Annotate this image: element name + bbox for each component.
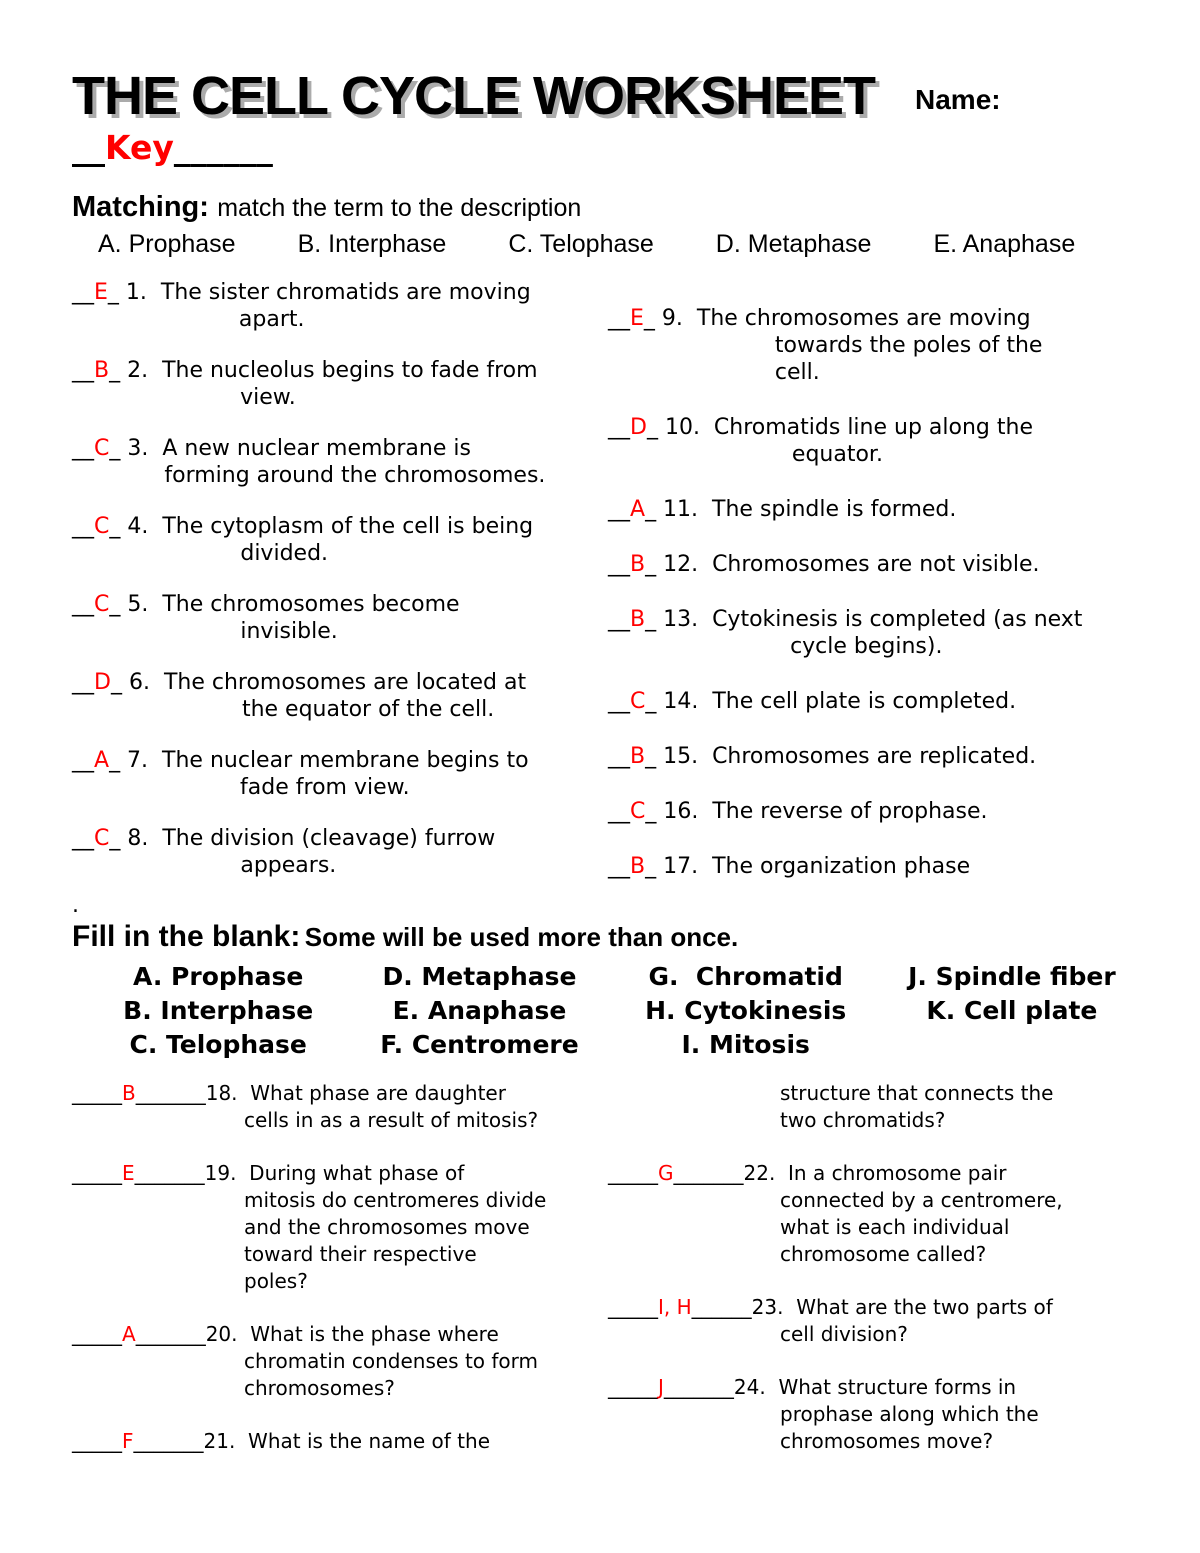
question-number: 16. bbox=[656, 798, 713, 824]
answer-blank bbox=[608, 798, 712, 825]
question-line: apart. bbox=[238, 306, 305, 332]
answer-blank bbox=[72, 435, 162, 489]
answer-blank-trail: _ bbox=[109, 825, 121, 851]
question-line: A new nuclear membrane is bbox=[162, 435, 471, 461]
question-number: 11. bbox=[656, 496, 713, 522]
question-line: the equator of the cell. bbox=[241, 696, 495, 722]
fill-subheading: Some will be used more than once. bbox=[304, 921, 739, 952]
question-number: 9. bbox=[654, 305, 697, 331]
question-line: divided. bbox=[240, 540, 329, 566]
matching-question bbox=[72, 357, 608, 411]
question-number: 14. bbox=[656, 688, 713, 714]
question-line: The nucleolus begins to fade from bbox=[162, 357, 538, 383]
matching-question bbox=[72, 591, 608, 645]
bank-item: A. Prophase bbox=[133, 961, 304, 991]
question-line: prophase along which the bbox=[780, 1401, 1039, 1426]
answer-letter: A bbox=[94, 747, 110, 773]
question-number: 15. bbox=[656, 743, 713, 769]
key-blank-lead: __ bbox=[72, 127, 105, 167]
question-text bbox=[162, 513, 533, 567]
question-first-line: _____G_______22. In a chromosome pair bbox=[608, 1160, 1007, 1185]
answer-blank-lead: __ bbox=[72, 747, 94, 773]
answer-blank-trail: _ bbox=[109, 357, 121, 383]
question-line: Chromosomes are not visible. bbox=[712, 551, 1040, 577]
question-text bbox=[161, 279, 531, 333]
question-first-line: _____J_______24. What structure forms in bbox=[608, 1374, 1017, 1399]
matching-question bbox=[72, 747, 608, 801]
answer-blank-lead: __ bbox=[608, 305, 630, 331]
answer-blank-trail: _______ bbox=[135, 1080, 206, 1105]
question-first-line: _____F_______21. What is the name of the bbox=[72, 1428, 490, 1453]
question-line: The nuclear membrane begins to bbox=[162, 747, 529, 773]
answer-blank-trail: _ bbox=[109, 513, 121, 539]
question-number: 17. bbox=[656, 853, 713, 879]
question-first-line: _____E_______19. During what phase of bbox=[72, 1160, 465, 1185]
answer-blank-lead: __ bbox=[72, 435, 94, 461]
answer-blank-lead: _____ bbox=[72, 1080, 122, 1105]
bank-item: E. Anaphase bbox=[392, 995, 567, 1025]
question-line: Cytokinesis is completed (as next bbox=[712, 606, 1083, 632]
term-0: A. Prophase bbox=[98, 229, 236, 258]
question-text bbox=[712, 743, 1036, 770]
question-line: The division (cleavage) furrow bbox=[162, 825, 496, 851]
answer-blank bbox=[608, 1161, 788, 1185]
question-text bbox=[712, 551, 1039, 578]
question-line: The cell plate is completed. bbox=[712, 688, 1017, 714]
question-number: 1. bbox=[118, 279, 161, 305]
question-number: 6. bbox=[121, 669, 164, 695]
answer-blank bbox=[72, 1081, 250, 1105]
question-line: The cytoplasm of the cell is being bbox=[162, 513, 534, 539]
answer-blank-lead: _____ bbox=[608, 1294, 658, 1319]
answer-blank-lead: __ bbox=[608, 798, 630, 824]
question-text bbox=[712, 688, 1016, 715]
answer-key-line bbox=[72, 129, 1145, 167]
question-text bbox=[712, 496, 956, 523]
fill-heading: Fill in the blank: bbox=[72, 919, 301, 953]
term-4: E. Anaphase bbox=[933, 229, 1076, 258]
answer-blank bbox=[72, 513, 162, 567]
bank-item: K. Cell plate bbox=[926, 995, 1098, 1025]
answer-letter: A bbox=[630, 496, 646, 522]
question-line: cell. bbox=[774, 359, 820, 385]
bank-item: G. Chromatid bbox=[648, 961, 843, 991]
answer-letter: B bbox=[630, 606, 646, 632]
answer-blank-lead: __ bbox=[608, 853, 630, 879]
answer-letter: B bbox=[94, 357, 110, 383]
question-first-line: _____I, H______23. What are the two parts of bbox=[608, 1294, 1053, 1319]
question-number: 24. bbox=[733, 1374, 779, 1399]
answer-blank-lead: __ bbox=[72, 279, 94, 305]
answer-letter: B bbox=[630, 853, 646, 879]
answer-blank bbox=[72, 357, 162, 411]
answer-blank-trail: _ bbox=[109, 435, 121, 461]
bank-item: F. Centromere bbox=[380, 1029, 579, 1059]
term-3: D. Metaphase bbox=[715, 229, 872, 258]
word-bank bbox=[90, 960, 1145, 1062]
answer-letter: E bbox=[94, 279, 108, 305]
question-line: and the chromosomes move bbox=[244, 1214, 530, 1239]
answer-letter: J bbox=[658, 1374, 664, 1399]
answer-letter: B bbox=[630, 743, 646, 769]
question-number: 12. bbox=[656, 551, 713, 577]
answer-blank-lead: __ bbox=[608, 606, 630, 632]
question-number: 19. bbox=[204, 1160, 250, 1185]
answer-letter: I, H bbox=[658, 1294, 692, 1319]
question-number: 8. bbox=[120, 825, 163, 851]
question-text bbox=[162, 357, 537, 411]
bank-column-1 bbox=[346, 960, 612, 1062]
answer-blank-trail: _______ bbox=[133, 1428, 204, 1453]
question-text bbox=[712, 853, 970, 880]
answer-blank-lead: _____ bbox=[72, 1321, 122, 1346]
matching-column-left bbox=[72, 279, 608, 908]
matching-columns bbox=[72, 279, 1145, 908]
matching-question bbox=[608, 743, 1145, 770]
answer-letter: F bbox=[122, 1428, 134, 1453]
key-blank-trail: ______ bbox=[173, 127, 273, 167]
bank-item: J. Spindle fiber bbox=[908, 961, 1116, 991]
answer-blank-trail: _ bbox=[643, 305, 655, 331]
matching-question bbox=[72, 669, 608, 723]
answer-letter: C bbox=[94, 513, 110, 539]
question-number: 3. bbox=[120, 435, 163, 461]
question-number: 23. bbox=[751, 1294, 797, 1319]
bank-column-2 bbox=[613, 960, 879, 1062]
question-text bbox=[162, 591, 459, 645]
question-line: mitosis do centromeres divide bbox=[244, 1187, 547, 1212]
question-line: towards the poles of the bbox=[774, 332, 1043, 358]
matching-question bbox=[608, 798, 1145, 825]
answer-letter: C bbox=[94, 435, 110, 461]
question-line: cell division? bbox=[780, 1321, 908, 1346]
matching-question bbox=[608, 305, 1145, 386]
answer-letter: C bbox=[630, 688, 646, 714]
answer-blank bbox=[72, 669, 164, 723]
question-text bbox=[714, 414, 1033, 468]
question-number: 4. bbox=[120, 513, 163, 539]
answer-blank bbox=[72, 591, 162, 645]
question-text bbox=[697, 305, 1043, 386]
question-line: chromosome called? bbox=[780, 1241, 987, 1266]
answer-blank-trail: _ bbox=[109, 591, 121, 617]
bank-item: D. Metaphase bbox=[382, 961, 577, 991]
question-line: invisible. bbox=[240, 618, 338, 644]
question-text bbox=[164, 669, 526, 723]
question-line: The chromosomes are located at bbox=[163, 669, 527, 695]
answer-blank-lead: _____ bbox=[72, 1160, 122, 1185]
fill-question bbox=[72, 1080, 608, 1134]
answer-blank-lead: _____ bbox=[608, 1374, 658, 1399]
answer-blank-trail: _ bbox=[646, 414, 658, 440]
bank-item: H. Cytokinesis bbox=[645, 995, 847, 1025]
question-text bbox=[162, 825, 495, 879]
answer-blank bbox=[72, 1322, 250, 1346]
period-note: . bbox=[72, 892, 79, 918]
fill-question bbox=[72, 1428, 608, 1455]
question-text bbox=[712, 798, 987, 825]
question-line: The organization phase bbox=[712, 853, 971, 879]
answer-blank-lead: __ bbox=[608, 414, 630, 440]
answer-letter: C bbox=[630, 798, 646, 824]
question-line: poles? bbox=[244, 1268, 308, 1293]
question-number: 21. bbox=[203, 1428, 249, 1453]
matching-heading: Matching: bbox=[72, 190, 209, 223]
question-number: 7. bbox=[120, 747, 163, 773]
answer-blank-trail: _ bbox=[645, 496, 657, 522]
question-line: The reverse of prophase. bbox=[712, 798, 988, 824]
matching-subheading: match the term to the description bbox=[217, 193, 582, 222]
answer-blank-lead: _____ bbox=[72, 1428, 122, 1453]
answer-blank-lead: _____ bbox=[608, 1160, 658, 1185]
answer-blank-trail: _______ bbox=[663, 1374, 734, 1399]
question-line: The chromosomes are moving bbox=[696, 305, 1031, 331]
bank-item: I. Mitosis bbox=[681, 1029, 810, 1059]
answer-letter: D bbox=[94, 669, 111, 695]
matching-question bbox=[608, 688, 1145, 715]
answer-blank bbox=[608, 1375, 778, 1399]
question-number: 18. bbox=[205, 1080, 251, 1105]
matching-column-right bbox=[608, 279, 1145, 908]
bank-column-0 bbox=[90, 960, 346, 1062]
question-line: view. bbox=[240, 384, 296, 410]
matching-question bbox=[72, 279, 608, 333]
matching-question bbox=[72, 435, 608, 489]
matching-question bbox=[72, 825, 608, 879]
answer-blank-lead: __ bbox=[72, 669, 94, 695]
answer-blank-lead: __ bbox=[608, 551, 630, 577]
question-line: toward their respective bbox=[244, 1241, 477, 1266]
question-number: 13. bbox=[656, 606, 713, 632]
answer-blank-trail: _______ bbox=[135, 1321, 206, 1346]
term-1: B. Interphase bbox=[297, 229, 447, 258]
question-line: what is each individual bbox=[780, 1214, 1010, 1239]
question-text bbox=[712, 606, 1082, 660]
question-line: cells in as a result of mitosis? bbox=[244, 1107, 539, 1132]
question-line: The spindle is formed. bbox=[712, 496, 957, 522]
answer-blank-trail: _ bbox=[107, 279, 119, 305]
question-number: 2. bbox=[120, 357, 163, 383]
answer-blank-lead: __ bbox=[608, 496, 630, 522]
fill-question bbox=[608, 1160, 1145, 1268]
answer-blank-trail: _ bbox=[645, 688, 657, 714]
key-answer: Key bbox=[105, 127, 174, 167]
question-line: The sister chromatids are moving bbox=[160, 279, 531, 305]
fill-columns bbox=[72, 1080, 1145, 1481]
question-line: fade from view. bbox=[240, 774, 410, 800]
answer-blank-trail: _ bbox=[109, 747, 121, 773]
bank-item: C. Telophase bbox=[129, 1029, 307, 1059]
answer-blank bbox=[72, 825, 162, 879]
answer-letter: E bbox=[630, 305, 644, 331]
question-line: Chromosomes are replicated. bbox=[712, 743, 1037, 769]
question-line: chromosomes move? bbox=[780, 1428, 994, 1453]
answer-letter: C bbox=[94, 591, 110, 617]
answer-letter: C bbox=[94, 825, 110, 851]
answer-blank-lead: __ bbox=[72, 513, 94, 539]
answer-blank bbox=[608, 496, 712, 523]
question-line: The chromosomes become bbox=[162, 591, 460, 617]
matching-heading-row bbox=[72, 191, 1145, 224]
answer-blank-trail: _ bbox=[645, 551, 657, 577]
page-title: THE CELL CYCLE WORKSHEET bbox=[72, 66, 876, 126]
answer-blank-lead: __ bbox=[72, 357, 94, 383]
answer-letter: A bbox=[122, 1321, 136, 1346]
matching-question bbox=[608, 853, 1145, 880]
fill-question bbox=[72, 1160, 608, 1295]
question-line: Chromatids line up along the bbox=[713, 414, 1033, 440]
question-number: 10. bbox=[657, 414, 714, 440]
answer-blank-trail: _ bbox=[110, 669, 122, 695]
answer-letter: B bbox=[122, 1080, 136, 1105]
answer-blank-lead: __ bbox=[608, 743, 630, 769]
answer-blank bbox=[608, 853, 712, 880]
answer-blank-lead: __ bbox=[72, 591, 94, 617]
answer-blank-lead: __ bbox=[72, 825, 94, 851]
answer-blank bbox=[72, 1429, 248, 1453]
answer-letter: E bbox=[122, 1160, 135, 1185]
question-line: connected by a centromere, bbox=[780, 1187, 1063, 1212]
answer-blank-trail: ______ bbox=[691, 1294, 752, 1319]
answer-blank-trail: _______ bbox=[134, 1160, 205, 1185]
fill-column-right bbox=[608, 1080, 1145, 1481]
answer-blank bbox=[608, 551, 712, 578]
fill-question bbox=[608, 1080, 1145, 1134]
question-continuation-line: structure that connects the bbox=[780, 1080, 1054, 1105]
answer-blank-trail: _______ bbox=[673, 1160, 744, 1185]
name-label: Name: bbox=[915, 84, 1001, 115]
answer-blank-lead: __ bbox=[608, 688, 630, 714]
answer-blank bbox=[608, 305, 697, 386]
question-line: cycle begins). bbox=[790, 633, 943, 659]
answer-blank bbox=[608, 606, 712, 660]
question-number: 20. bbox=[205, 1321, 251, 1346]
matching-question bbox=[608, 551, 1145, 578]
question-line: appears. bbox=[240, 852, 337, 878]
question-line: chromatin condenses to form bbox=[244, 1348, 539, 1373]
bank-column-3 bbox=[879, 960, 1145, 1062]
question-number: 5. bbox=[120, 591, 163, 617]
matching-question bbox=[608, 606, 1145, 660]
term-2: C. Telophase bbox=[508, 229, 654, 258]
matching-question bbox=[608, 414, 1145, 468]
answer-blank bbox=[608, 414, 714, 468]
question-continuation-line: two chromatids? bbox=[780, 1107, 946, 1132]
answer-blank bbox=[72, 1161, 249, 1185]
question-first-line: _____B_______18. What phase are daughter bbox=[72, 1080, 506, 1105]
answer-blank-trail: _ bbox=[645, 606, 657, 632]
question-first-line: _____A_______20. What is the phase where bbox=[72, 1321, 499, 1346]
fill-heading-row bbox=[72, 920, 1145, 954]
answer-blank-trail: _ bbox=[645, 853, 657, 879]
question-text bbox=[162, 435, 545, 489]
fill-question bbox=[608, 1374, 1145, 1455]
bank-item: B. Interphase bbox=[123, 995, 314, 1025]
question-line: equator. bbox=[791, 441, 883, 467]
matching-question bbox=[608, 496, 1145, 523]
question-line: forming around the chromosomes. bbox=[164, 462, 546, 488]
answer-blank bbox=[608, 688, 712, 715]
answer-letter: B bbox=[630, 551, 646, 577]
question-line: chromosomes? bbox=[244, 1375, 395, 1400]
fill-column-left bbox=[72, 1080, 608, 1481]
question-text bbox=[162, 747, 528, 801]
answer-blank bbox=[608, 1295, 796, 1319]
answer-letter: G bbox=[658, 1160, 674, 1185]
fill-question bbox=[608, 1294, 1145, 1348]
matching-terms bbox=[72, 230, 1145, 259]
question-number: 22. bbox=[743, 1160, 789, 1185]
answer-blank bbox=[72, 747, 162, 801]
answer-blank-trail: _ bbox=[645, 798, 657, 824]
answer-letter: D bbox=[630, 414, 647, 440]
answer-blank bbox=[608, 743, 712, 770]
fill-question bbox=[72, 1321, 608, 1402]
answer-blank-trail: _ bbox=[645, 743, 657, 769]
matching-question bbox=[72, 513, 608, 567]
answer-blank bbox=[72, 279, 161, 333]
header bbox=[72, 68, 1145, 125]
